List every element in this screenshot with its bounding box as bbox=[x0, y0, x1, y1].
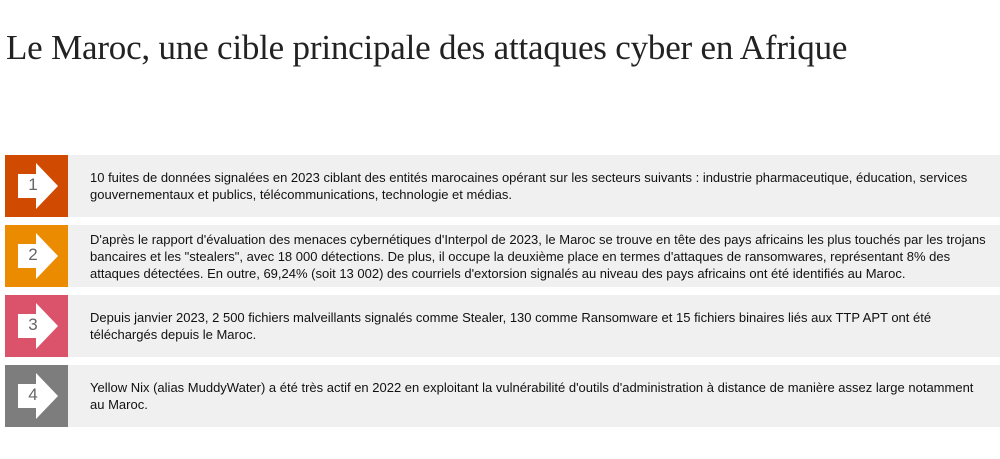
item-number: 1 bbox=[28, 175, 38, 194]
item-number: 2 bbox=[28, 245, 38, 264]
item-number: 3 bbox=[28, 315, 38, 334]
item-text-band bbox=[68, 365, 1000, 427]
item-text: D'après le rapport d'évaluation des menaces cybernétiques d'Interpol de 2023, le Maroc se trouve en tête des pays africains les plus touchés par les trojans bancaires et les "stealers", avec 18 000 détections. De plus, il occupe la deuxième place en termes d'attaques de ransomwares, représentant 8% des attaques détectées. En outre, 69,24% (soit 13 002) des courriels d'extorsion signalés au niveau des pays africains ont été identifiés au Maroc. bbox=[90, 231, 986, 281]
list-item bbox=[5, 295, 1000, 357]
item-text-band bbox=[68, 295, 1000, 357]
item-text: Yellow Nix (alias MuddyWater) a été très actif en 2022 en exploitant la vulnérabilité d'outils d'administration à distance de manière assez large notamment au Maroc. bbox=[90, 380, 974, 412]
item-text: 10 fuites de données signalées en 2023 ciblant des entités marocaines opérant sur les secteurs suivants : industrie pharmaceutique, éducation, services gouvernementaux et publics, télécommunications, technologie et médias. bbox=[90, 170, 968, 202]
item-text: Depuis janvier 2023, 2 500 fichiers malveillants signalés comme Stealer, 130 comme Ransomware et 15 fichiers binaires liés aux TTP APT ont été téléchargés depuis le Maroc. bbox=[90, 310, 932, 342]
list-item bbox=[5, 225, 1000, 287]
item-number: 4 bbox=[28, 385, 38, 404]
number-box bbox=[5, 155, 68, 217]
item-text-band bbox=[68, 225, 1000, 287]
number-box bbox=[5, 295, 68, 357]
page-title: Le Maroc, une cible principale des attaques cyber en Afrique bbox=[6, 28, 848, 67]
number-box bbox=[5, 365, 68, 427]
list-item bbox=[5, 155, 1000, 217]
item-text-band bbox=[68, 155, 1000, 217]
list-item bbox=[5, 365, 1000, 427]
number-box bbox=[5, 225, 68, 287]
